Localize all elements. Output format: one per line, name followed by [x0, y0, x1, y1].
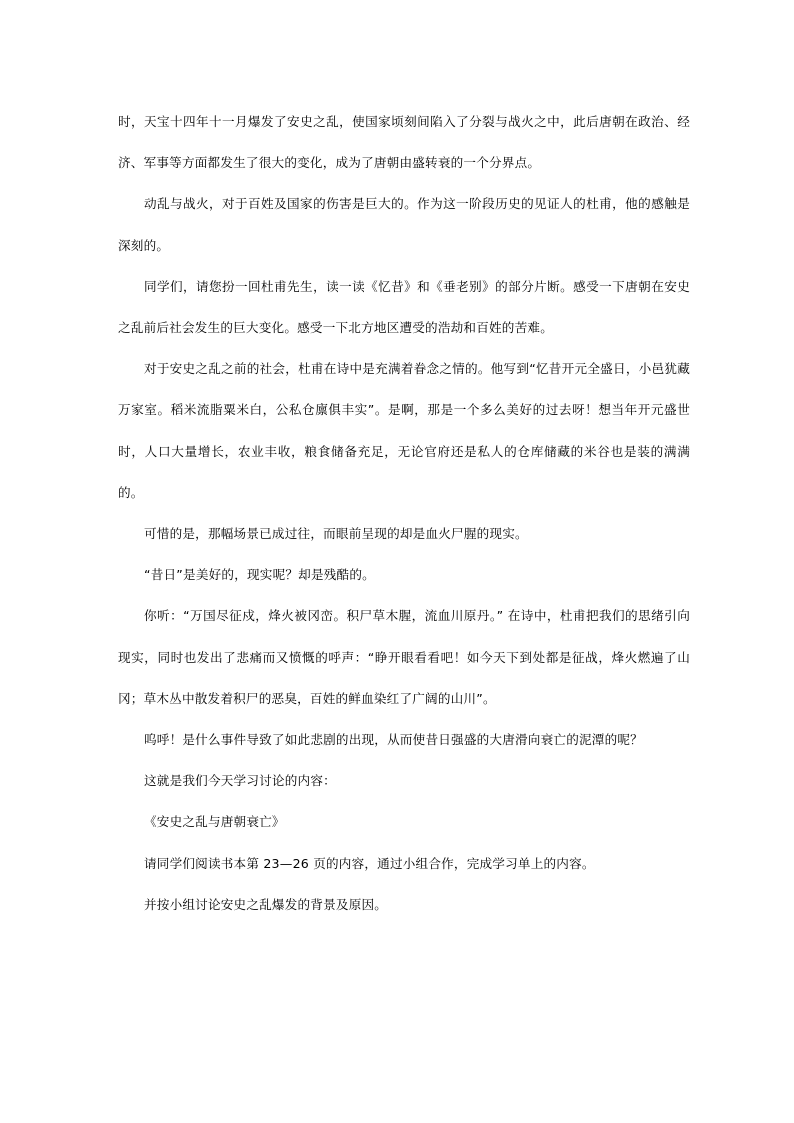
paragraph-1: 时，天宝十四年十一月爆发了安史之乱，使国家顷刻间陷入了分裂与战火之中，此后唐朝在政治、经济、军事等方面都发生了很大的变化，成为了唐朝由盛转衰的一个分界点。 [118, 114, 690, 171]
paragraph-6: “昔日”是美好的，现实呢？却是残酷的。 [144, 567, 375, 583]
paragraph-11: 请同学们阅读书本第 23—26 页的内容，通过小组合作，完成学习单上的内容。 [144, 855, 595, 871]
paragraph-8: 呜呼！是什么事件导致了如此悲剧的出现，从而使昔日强盛的大唐滑向衰亡的泥潭的呢？ [144, 732, 643, 748]
paragraph-5: 可惜的是，那幅场景已成过往，而眼前呈现的却是血火尸腥的现实。 [144, 526, 528, 542]
paragraph-4: 对于安史之乱之前的社会，杜甫在诗中是充满着眷念之情的。他写到“忆昔开元全盛日，小邑犹藏万家室。稻米流脂粟米白，公私仓廪俱丰实”。是啊，那是一个多么美好的过去呀！想当年开元盛世时，人口大量增长，农业丰收，粮食储备充足，无论官府还是私人的仓库储藏的米谷也是装的满满的。 [118, 361, 690, 500]
paragraph-3: 同学们，请您扮一回杜甫先生，读一读《忆昔》和《垂老别》的部分片断。感受一下唐朝在安史之乱前后社会发生的巨大变化。感受一下北方地区遭受的浩劫和百姓的苦难。 [118, 278, 690, 336]
paragraph-10: 《安史之乱与唐朝衰亡》 [144, 814, 285, 830]
document-body [118, 101, 690, 925]
paragraph-2: 动乱与战火，对于百姓及国家的伤害是巨大的。作为这一阶段历史的见证人的杜甫，他的感触是深刻的。 [118, 196, 690, 253]
paragraph-12: 并按小组讨论安史之乱爆发的背景及原因。 [144, 896, 388, 912]
paragraph-9: 这就是我们今天学习讨论的内容： [144, 773, 336, 789]
paragraph-7: 你听：“万国尽征戍，烽火被冈峦。积尸草木腥，流血川原丹。” 在诗中，杜甫把我们的思绪引向现实，同时也发出了悲痛而又愤慨的呼声：“睁开眼看看吧！如今天下到处都是征战，烽火燃遍了山冈；草木丛中散发着积尸的恶臭，百姓的鲜血染红了广阔的山川”。 [118, 608, 690, 706]
